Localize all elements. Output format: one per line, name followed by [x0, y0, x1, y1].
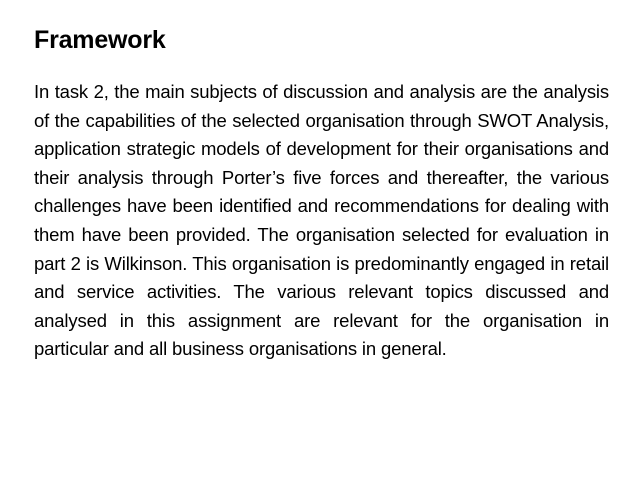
slide-body-paragraph: In task 2, the main subjects of discussion and analysis are the analysis of the capabilities of the selected organisation through SWOT Analysis, application strategic models of development for their organisations and their analysis through Porter’s five forces and thereafter, the various challenges have been identified and recommendations for dealing with them have been provided. The organisation selected for evaluation in part 2 is Wilkinson. This organisation is predominantly engaged in retail and service activities. The various relevant topics discussed and analysed in this assignment are relevant for the organisation in particular and all business organisations in general.	[34, 81, 609, 360]
slide-title: Framework	[34, 26, 166, 54]
